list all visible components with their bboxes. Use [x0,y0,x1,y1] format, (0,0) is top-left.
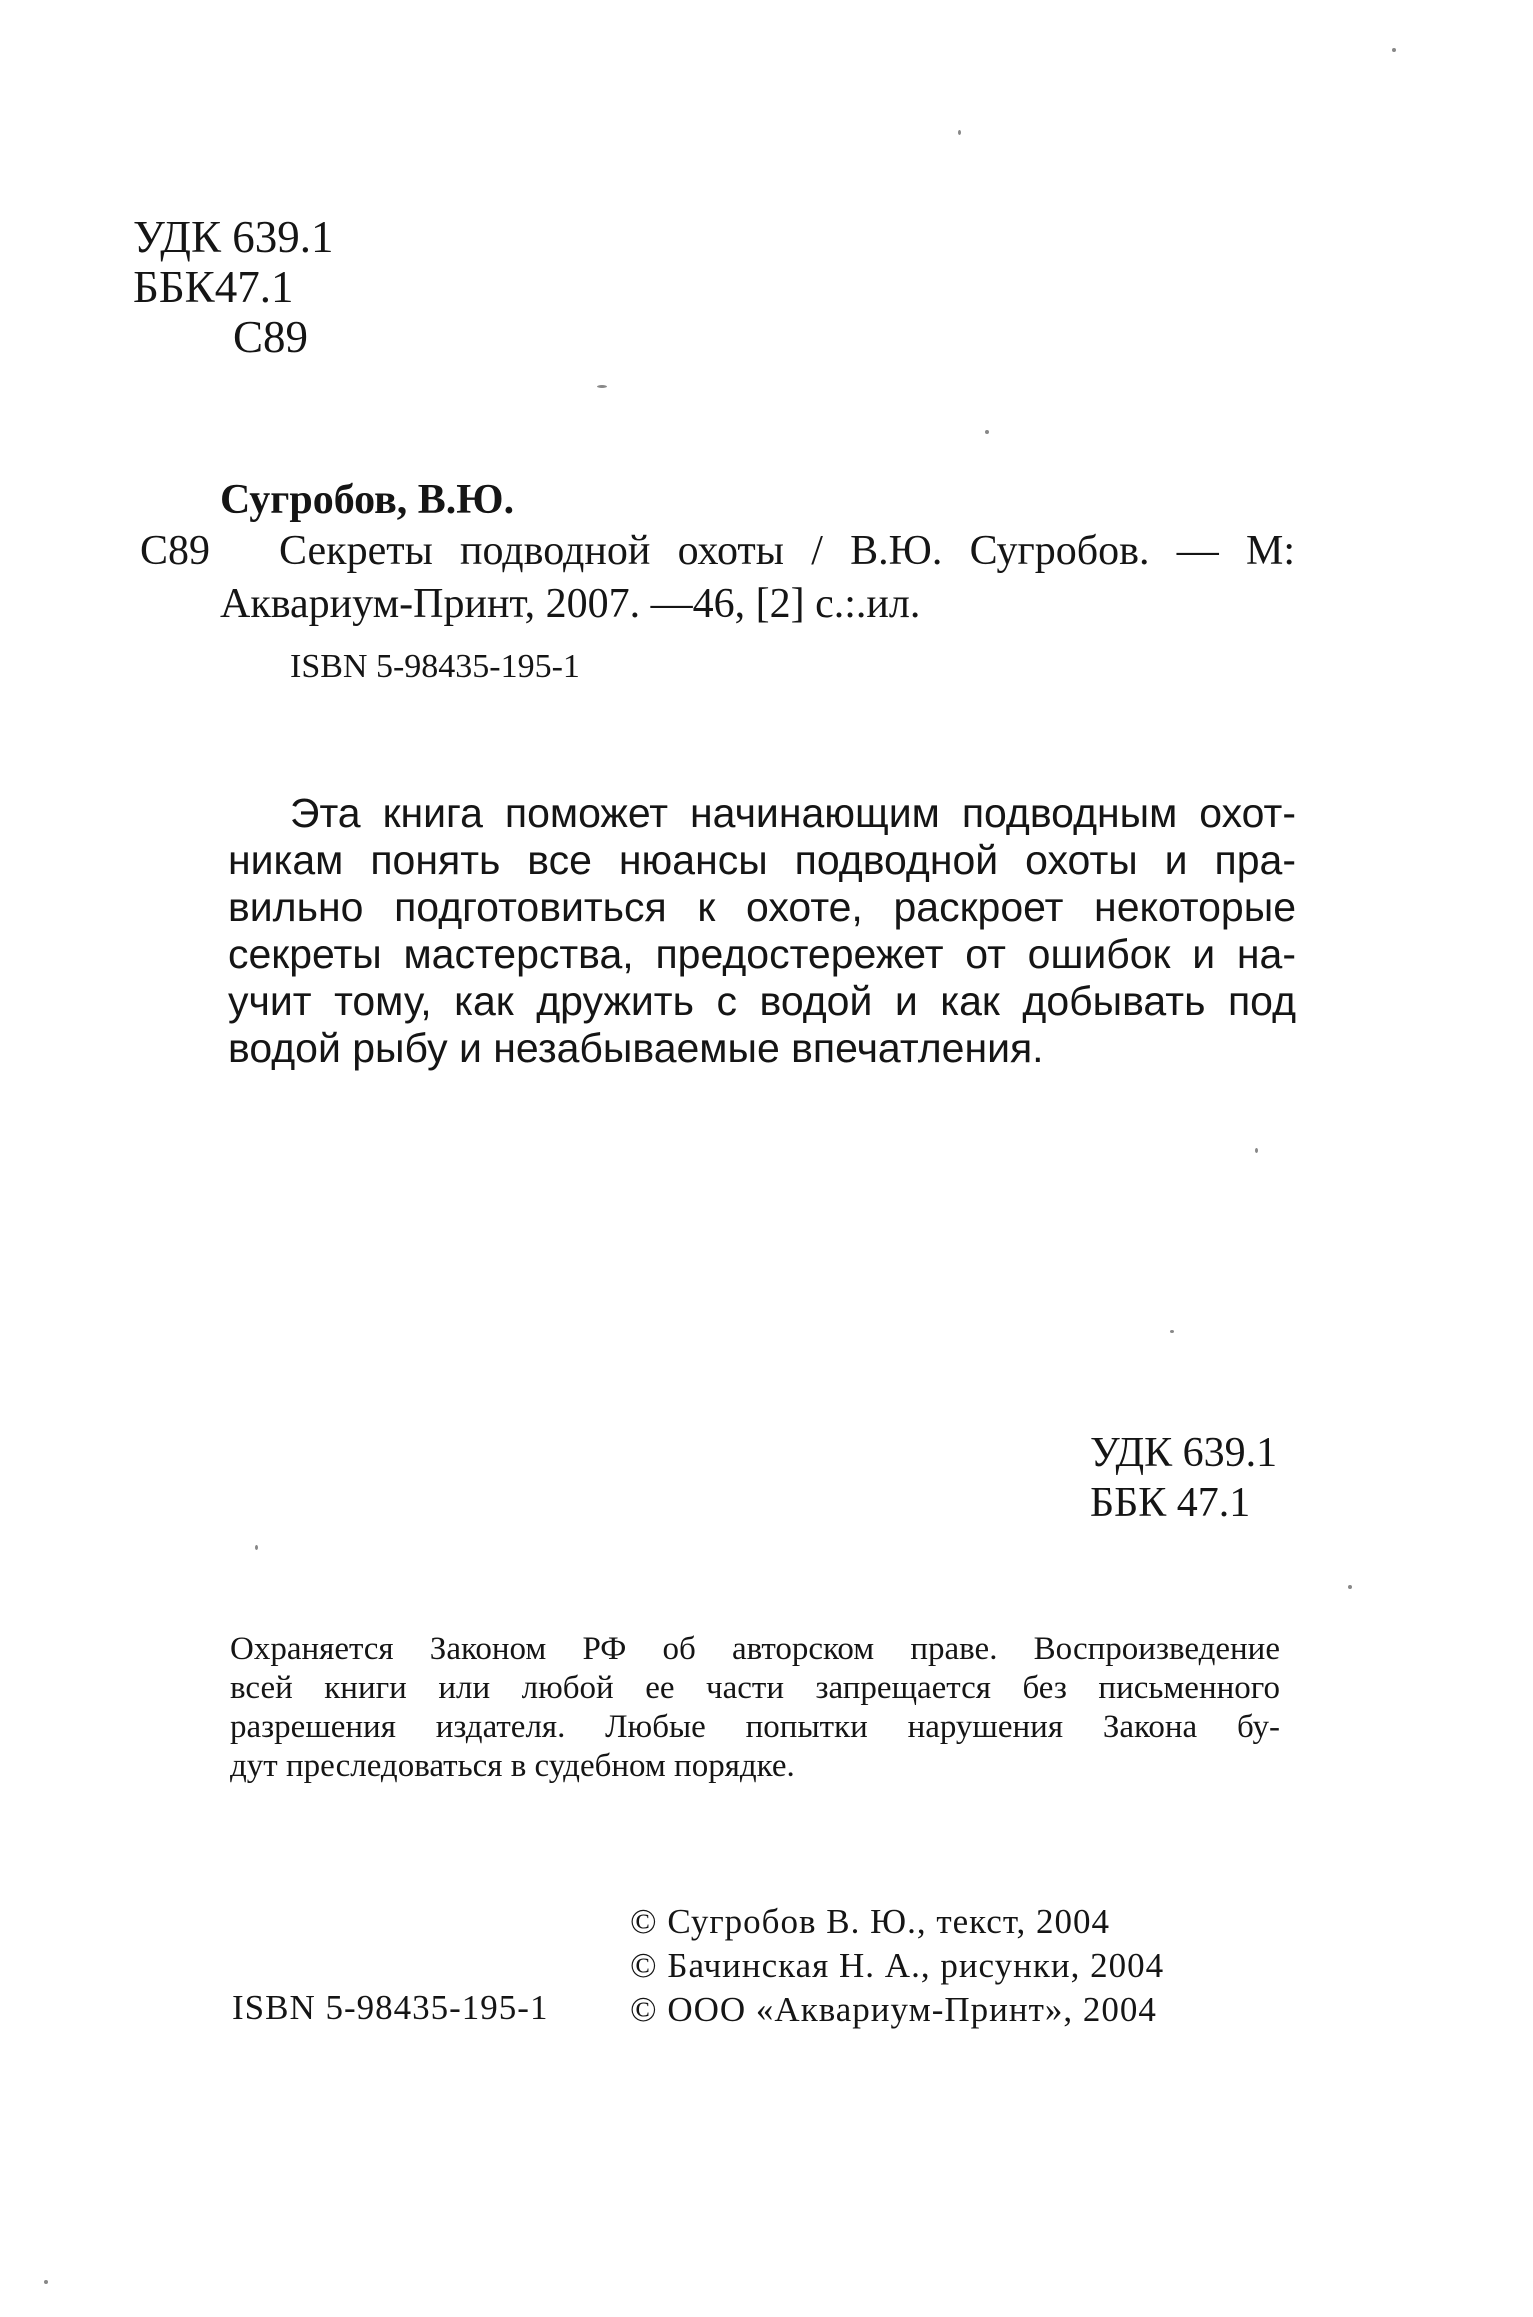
notice-line: всей книги или любой ее части запрещается без письменного [230,1670,1280,1706]
scan-speck [1392,48,1396,52]
scan-speck [1255,1148,1258,1153]
annotation-line: вильно подготовиться к охоте, раскроет некоторые [228,884,1296,930]
annotation-line: водой рыбу и незабываемые впечатления. [228,1025,1044,1071]
udk-code: УДК 639.1 [133,212,334,262]
annotation-line: учит тому, как дружить с водой и как добывать под [228,978,1296,1024]
annotation [228,790,1296,1072]
udk-code-bottom: УДК 639.1 [1090,1430,1278,1476]
scan-speck [958,130,961,135]
author-mark: С89 [233,312,309,362]
catalog-codes-bottom [1090,1428,1277,1528]
scan-speck [255,1545,258,1550]
isbn-bottom: ISBN 5-98435-195-1 [232,1988,549,2027]
notice-line: дут преследоваться в судебном порядке. [230,1748,795,1784]
copyright-text: © Сугробов В. Ю., текст, 2004 [630,1902,1110,1941]
annotation-line: никам понять все нюансы подводной охоты и пра- [228,837,1296,883]
copyright-illustrations: © Бачинская Н. А., рисунки, 2004 [630,1946,1165,1985]
notice-line: разрешения издателя. Любые попытки нарушения Закона бу- [230,1709,1280,1745]
scan-speck [597,385,607,388]
copyright-notice [230,1630,1280,1786]
bbk-code: ББК47.1 [133,262,294,312]
scan-speck [1170,1330,1174,1333]
notice-line: Охраняется Законом РФ об авторском праве. Воспроизведение [230,1631,1280,1667]
bbk-code-bottom: ББК 47.1 [1090,1480,1251,1526]
annotation-line: секреты мастерства, предостережет от ошибок и на- [228,931,1296,977]
bib-entry-publisher-line: Аквариум-Принт, 2007. —46, [2] с.:.ил. [220,581,921,627]
bib-entry-isbn: ISBN 5-98435-195-1 [290,648,580,685]
scan-speck [1348,1585,1352,1589]
author-name: Сугробов, В.Ю. [220,477,515,523]
copyright-list [630,1900,1164,2032]
copyright-publisher: © ООО «Аквариум-Принт», 2004 [630,1990,1157,2029]
bib-entry-title-line: Секреты подводной охоты / В.Ю. Сугробов. — М: [279,528,1295,574]
annotation-line: Эта книга поможет начинающим подводным охот- [290,790,1296,836]
catalog-codes-top [133,212,334,362]
entry-code: С89 [140,528,211,574]
scan-speck [44,2280,48,2284]
scan-speck [985,430,989,434]
